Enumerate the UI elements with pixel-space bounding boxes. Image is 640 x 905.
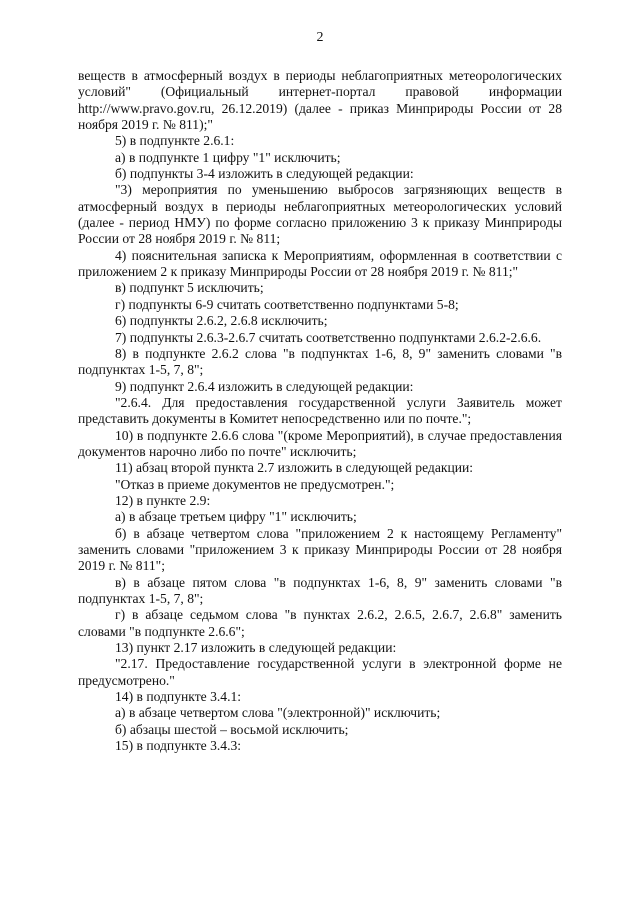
- paragraph: 12) в пункте 2.9:: [115, 492, 211, 508]
- paragraph: 13) пункт 2.17 изложить в следующей редакции:: [115, 640, 397, 656]
- paragraph: 5) в подпункте 2.6.1:: [115, 133, 235, 149]
- paragraph: г) в абзаце седьмом слова "в пунктах 2.6.2, 2.6.5, 2.6.7, 2.6.8" заменить словами "в подпункте 2.6.6";: [78, 607, 562, 639]
- page-number: 2: [316, 30, 324, 45]
- paragraph: а) в абзаце третьем цифру "1" исключить;: [115, 509, 357, 525]
- paragraph: "3) мероприятия по уменьшению выбросов загрязняющих веществ в атмосферный воздух в периоды неблагоприятных метеорологических условий (далее - период НМУ) по форме согласно приложению 3 к приказу Минприроды России от 28 ноября 2019 г. № 811;: [78, 182, 562, 247]
- paragraph: 7) подпункты 2.6.3-2.6.7 считать соответственно подпунктами 2.6.2-2.6.6.: [115, 329, 542, 345]
- paragraph: 11) абзац второй пункта 2.7 изложить в следующей редакции:: [115, 460, 474, 476]
- paragraph: б) подпункты 3-4 изложить в следующей редакции:: [115, 166, 414, 182]
- paragraph: а) в абзаце четвертом слова "(электронной)" исключить;: [115, 705, 441, 721]
- paragraph: г) подпункты 6-9 считать соответственно подпунктами 5-8;: [115, 296, 459, 312]
- document-body: [78, 68, 562, 754]
- paragraph: 9) подпункт 2.6.4 изложить в следующей редакции:: [115, 378, 414, 394]
- paragraph: в) подпункт 5 исключить;: [115, 280, 264, 296]
- paragraph: 6) подпункты 2.6.2, 2.6.8 исключить;: [115, 313, 328, 329]
- paragraph: б) в абзаце четвертом слова "приложением 2 к настоящему Регламенту" заменить словами "приложением 3 к приказу Минприроды России от 28 ноября 2019 г. № 811";: [78, 525, 562, 574]
- paragraph: веществ в атмосферный воздух в периоды неблагоприятных метеорологических условий" (Официальный интернет-портал правовой информации http://www.pravo.gov.ru, 26.12.2019) (далее - приказ Минприроды России от 28 ноября 2019 г. № 811);": [78, 68, 562, 133]
- paragraph: 14) в подпункте 3.4.1:: [115, 689, 242, 705]
- paragraph: 4) пояснительная записка к Мероприятиям, оформленная в соответствии с приложением 2 к приказу Минприроды России от 28 ноября 2019 г. № 811;": [78, 247, 562, 280]
- paragraph: 10) в подпункте 2.6.6 слова "(кроме Мероприятий), в случае предоставления документов нарочно либо по почте" исключить;: [78, 427, 562, 459]
- paragraph: "Отказ в приеме документов не предусмотрен.";: [115, 476, 395, 492]
- paragraph: а) в подпункте 1 цифру "1" исключить;: [115, 149, 341, 165]
- paragraph: б) абзацы шестой – восьмой исключить;: [115, 721, 349, 737]
- paragraph: в) в абзаце пятом слова "в подпунктах 1-6, 8, 9" заменить словами "в подпунктах 1-5, 7, 8";: [78, 574, 562, 606]
- paragraph: 8) в подпункте 2.6.2 слова "в подпунктах 1-6, 8, 9" заменить словами "в подпунктах 1-5, 7, 8";: [78, 345, 562, 378]
- paragraph: 15) в подпункте 3.4.3:: [115, 738, 242, 754]
- paragraph: "2.6.4. Для предоставления государственной услуги Заявитель может представить документы в Комитет непосредственно или по почте.";: [78, 394, 562, 427]
- paragraph: "2.17. Предоставление государственной услуги в электронной форме не предусмотрено.": [78, 656, 562, 688]
